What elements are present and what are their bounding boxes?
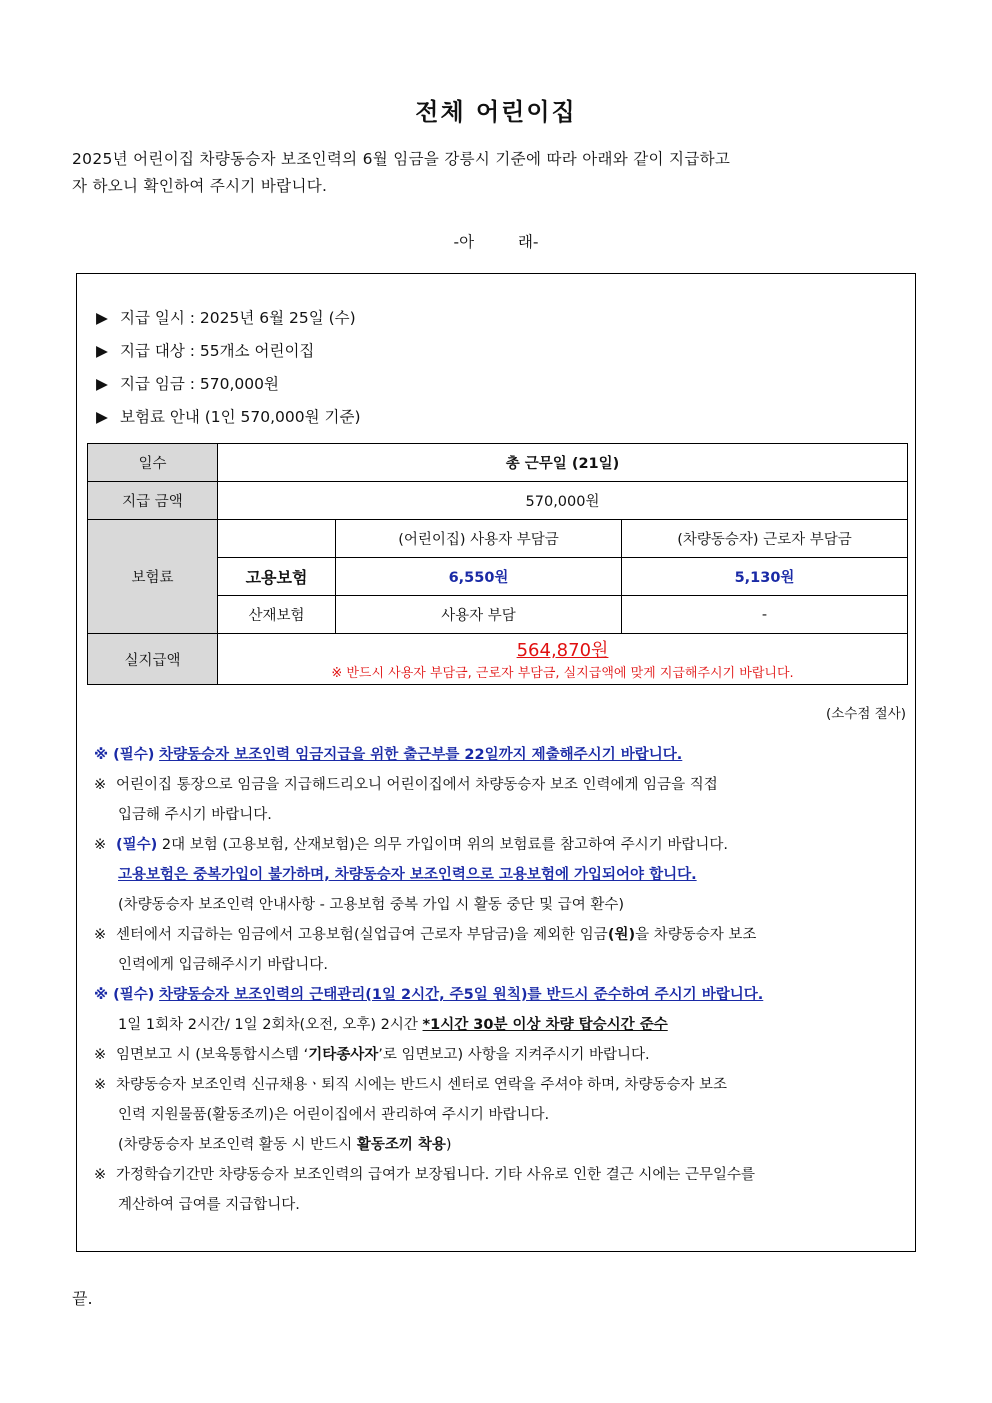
accident-insurance-employee: - <box>622 596 908 634</box>
note-text: 2대 보험 (고용보험, 산재보험)은 의무 가입이며 위의 보험료를 참고하여 주시기 바랍니다. <box>161 837 728 853</box>
summary-text: 지급 대상 : 55개소 어린이집 <box>120 342 315 360</box>
employee-header: (차량동승자) 근로자 부담금 <box>622 520 908 558</box>
triangle-bullet-icon: ▶ <box>96 309 108 327</box>
employment-insurance-employee: 5,130원 <box>622 558 908 596</box>
page-title: 전체 어린이집 <box>415 98 577 126</box>
summary-text: 지급 일시 : 2025년 6월 25일 (수) <box>120 309 356 327</box>
note-text: 어린이집 통장으로 임금을 지급해드리오니 어린이집에서 차량동승자 보조 인력에게 임금을 직접 <box>116 777 718 793</box>
note-item <box>94 1040 909 1070</box>
note-text: 입금해 주시기 바랍니다. <box>118 807 272 823</box>
pay-label: 지급 금액 <box>88 482 218 520</box>
table-row <box>88 482 908 520</box>
intro-line-1: 2025년 어린이집 차량동승자 보조인력의 6월 임금을 강릉시 기준에 따라 아래와 같이 지급하고 <box>72 150 731 168</box>
summary-item-target <box>96 338 361 371</box>
note-text: 고용보험은 중복가입이 불가하며, 차량동승자 보조인력으로 고용보험에 가입되어야 합니다. <box>118 867 697 883</box>
intro-line-2: 자 하오니 확인하여 주시기 바랍니다. <box>72 177 328 195</box>
real-pay-cell <box>218 634 908 685</box>
summary-text: 지급 임금 : 570,000원 <box>120 375 279 393</box>
note-mark: ※ <box>94 777 107 793</box>
note-text: 을 차량동승자 보조 <box>635 927 757 943</box>
triangle-bullet-icon: ▶ <box>96 375 108 393</box>
note-mark: ※ <box>94 837 107 853</box>
required-mark: ※ (필수) <box>94 747 155 763</box>
note-text: 인력에게 입금해주시기 바랍니다. <box>118 957 328 973</box>
note-item <box>94 830 909 920</box>
note-item <box>94 980 909 1040</box>
note-text: 가정학습기간만 차량동승자 보조인력의 급여가 보장됩니다. 기타 사유로 인한 결근 시에는 근무일수를 <box>116 1167 755 1183</box>
truncation-note: (소수점 절사) <box>825 706 906 722</box>
days-value: 총 근무일 (21일) <box>218 444 908 482</box>
summary-text: 보험료 안내 (1인 570,000원 기준) <box>120 408 361 426</box>
note-mark: ※ <box>94 1077 107 1093</box>
note-item <box>94 1070 909 1160</box>
note-text-line <box>94 1130 909 1160</box>
note-item <box>94 1160 909 1220</box>
below-heading-left: -아 <box>453 233 475 251</box>
note-text: 차량동승자 보조인력 신규채용ㆍ퇴직 시에는 반드시 센터로 연락을 주셔야 하며, 차량동승자 보조 <box>116 1077 727 1093</box>
end-mark: 끝. <box>72 1289 93 1308</box>
triangle-bullet-icon: ▶ <box>96 408 108 426</box>
employment-insurance-label: 고용보험 <box>218 558 336 596</box>
real-pay-note: ※ 반드시 사용자 부담금, 근로자 부담금, 실지급액에 맞게 지급해주시기 바랍니다. <box>331 666 794 681</box>
note-text-bold: 기타종사자 <box>308 1047 379 1063</box>
summary-item-insurance <box>96 404 361 437</box>
note-item <box>94 740 909 770</box>
note-text: (차량동승자 보조인력 활동 시 반드시 <box>118 1137 353 1153</box>
note-text: 센터에서 지급하는 임금에서 고용보험(실업급여 근로자 부담금)을 제외한 임금 <box>116 927 608 943</box>
table-row <box>88 634 908 685</box>
empty-cell <box>218 520 336 558</box>
table-row <box>88 520 908 558</box>
note-mark: ※ <box>94 927 107 943</box>
pay-value: 570,000원 <box>218 482 908 520</box>
note-text-bold: (원) <box>607 927 636 943</box>
note-text-bold: 활동조끼 착용 <box>356 1137 446 1153</box>
below-heading-right: 래- <box>517 233 539 251</box>
note-text: 인력 지원물품(활동조끼)은 어린이집에서 관리하여 주시기 바랍니다. <box>118 1107 550 1123</box>
note-item <box>94 920 909 980</box>
insurance-table <box>87 443 908 685</box>
days-label: 일수 <box>88 444 218 482</box>
note-text: (차량동승자 보조인력 안내사항 - 고용보험 중복 가입 시 활동 중단 및 급여 환수) <box>118 897 625 913</box>
note-text: ) <box>445 1137 452 1153</box>
below-heading <box>0 230 992 252</box>
real-pay-value: 564,870원 <box>516 640 609 661</box>
employment-insurance-employer: 6,550원 <box>336 558 622 596</box>
note-text: 1일 1회차 2시간/ 1일 2회차(오전, 오후) 2시간 <box>118 1017 418 1033</box>
summary-item-wage <box>96 371 361 404</box>
insurance-label: 보험료 <box>88 520 218 634</box>
required-mark: ※ (필수) <box>94 987 155 1003</box>
note-mark: ※ <box>94 1167 107 1183</box>
note-text: ’로 임면보고) 사항을 지켜주시기 바랍니다. <box>378 1047 650 1063</box>
summary-item-date <box>96 305 361 338</box>
note-item <box>94 770 909 830</box>
table-row <box>88 444 908 482</box>
note-text-bold: *1시간 30분 이상 차량 탑승시간 준수 <box>422 1017 668 1033</box>
note-text: 임면보고 시 (보육통합시스템 ‘ <box>116 1047 309 1063</box>
summary-list <box>96 305 361 437</box>
triangle-bullet-icon: ▶ <box>96 342 108 360</box>
notes-list <box>94 740 909 1220</box>
note-text: 차량동승자 보조인력의 근태관리(1일 2시간, 주5일 원칙)를 반드시 준수하여 주시기 바랍니다. <box>159 987 764 1003</box>
required-mark: (필수) <box>116 837 158 853</box>
accident-insurance-label: 산재보험 <box>218 596 336 634</box>
intro-paragraph <box>72 146 922 200</box>
employer-header: (어린이집) 사용자 부담금 <box>336 520 622 558</box>
note-text: 계산하여 급여를 지급합니다. <box>118 1197 300 1213</box>
accident-insurance-employer: 사용자 부담 <box>336 596 622 634</box>
note-mark: ※ <box>94 1047 107 1063</box>
real-pay-label: 실지급액 <box>88 634 218 685</box>
note-text: 차량동승자 보조인력 임금지급을 위한 출근부를 22일까지 제출해주시기 바랍니다. <box>159 747 683 763</box>
note-text-line <box>94 1010 909 1040</box>
